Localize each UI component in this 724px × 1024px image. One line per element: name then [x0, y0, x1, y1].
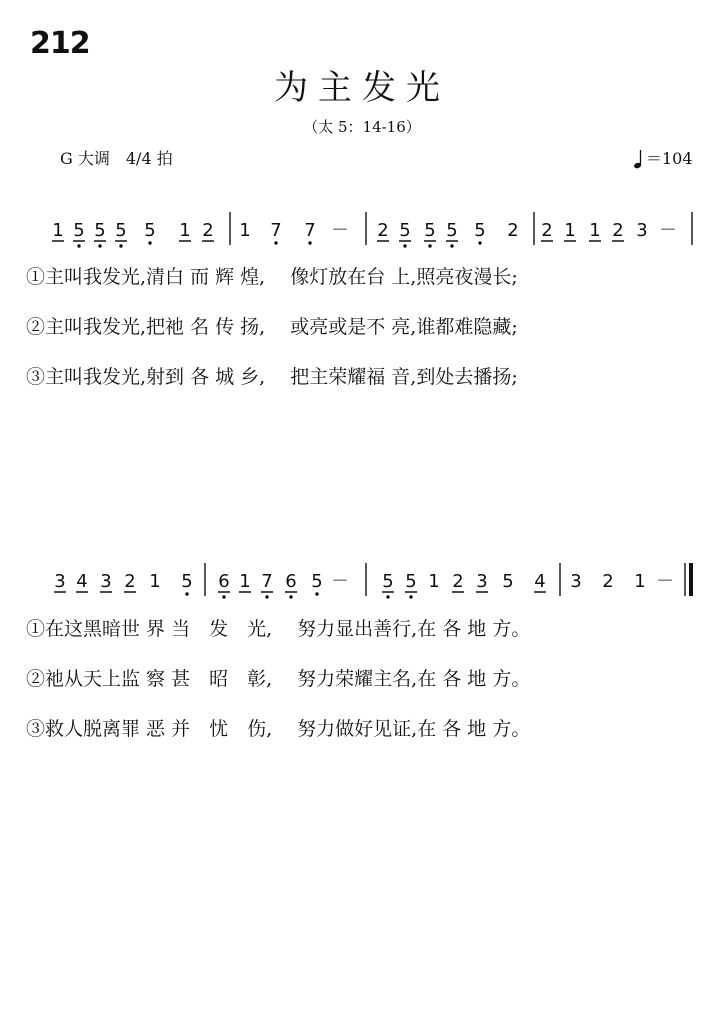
- low-octave-dot: [119, 244, 122, 247]
- note: 5: [311, 571, 323, 592]
- lyric-line: ①在这黑暗世 界 当 发 光, 努力显出善行,在 各 地 方。: [26, 618, 531, 640]
- note: 7: [270, 220, 282, 241]
- note: 6: [285, 571, 297, 592]
- note: 2: [124, 571, 136, 592]
- note: 2: [452, 571, 464, 592]
- low-octave-dot: [289, 595, 292, 598]
- lyric-line: ③救人脱离罪 恶 并 忧 伤, 努力做好见证,在 各 地 方。: [26, 718, 531, 740]
- note: 2: [541, 220, 553, 241]
- note: 7: [304, 220, 316, 241]
- low-octave-dot: [409, 595, 412, 598]
- note: －: [659, 220, 677, 241]
- note: 2: [602, 571, 614, 592]
- scripture-reference: （太 5：14-16）: [303, 118, 421, 136]
- note: 3: [100, 571, 112, 592]
- tempo-value: ＝104: [646, 149, 693, 168]
- note: 5: [382, 571, 394, 592]
- note: 5: [424, 220, 436, 241]
- low-octave-dot: [98, 244, 101, 247]
- note: 2: [202, 220, 214, 241]
- note: 5: [474, 220, 486, 241]
- low-octave-dot: [315, 592, 318, 595]
- note: 2: [612, 220, 624, 241]
- note: 2: [507, 220, 519, 241]
- low-octave-dot: [222, 595, 225, 598]
- low-octave-dot: [478, 241, 481, 244]
- note: 3: [476, 571, 488, 592]
- note: 1: [589, 220, 601, 241]
- note: －: [331, 220, 349, 241]
- note: 6: [218, 571, 230, 592]
- note: 3: [570, 571, 582, 592]
- note: －: [656, 571, 674, 592]
- note: 5: [399, 220, 411, 241]
- note: 4: [76, 571, 88, 592]
- low-octave-dot: [386, 595, 389, 598]
- lyric-line: ②主叫我发光,把祂 名 传 扬, 或亮或是不 亮,谁都难隐藏;: [26, 316, 518, 338]
- note: 2: [377, 220, 389, 241]
- note: 1: [239, 571, 251, 592]
- note: 5: [115, 220, 127, 241]
- note: 4: [534, 571, 546, 592]
- low-octave-dot: [148, 241, 151, 244]
- note: 1: [149, 571, 161, 592]
- low-octave-dot: [450, 244, 453, 247]
- note: 1: [52, 220, 64, 241]
- note: 5: [405, 571, 417, 592]
- key-and-time-signature: G 大调 4/4 拍: [60, 149, 173, 168]
- low-octave-dot: [265, 595, 268, 598]
- lyric-line: ③主叫我发光,射到 各 城 乡, 把主荣耀福 音,到处去播扬;: [26, 366, 518, 388]
- note: 7: [261, 571, 273, 592]
- low-octave-dot: [185, 592, 188, 595]
- note: 5: [181, 571, 193, 592]
- note: 5: [502, 571, 514, 592]
- low-octave-dot: [77, 244, 80, 247]
- note: 5: [94, 220, 106, 241]
- note: 5: [73, 220, 85, 241]
- note: 3: [636, 220, 648, 241]
- lyric-line: ①主叫我发光,清白 而 辉 煌, 像灯放在台 上,照亮夜漫长;: [26, 266, 518, 288]
- hymn-number: 212: [30, 26, 90, 61]
- note: 1: [564, 220, 576, 241]
- low-octave-dot: [403, 244, 406, 247]
- low-octave-dot: [428, 244, 431, 247]
- note: 3: [54, 571, 66, 592]
- low-octave-dot: [308, 241, 311, 244]
- lyric-line: ②祂从天上监 察 甚 昭 彰, 努力荣耀主名,在 各 地 方。: [26, 668, 531, 690]
- note: 1: [634, 571, 646, 592]
- low-octave-dot: [274, 241, 277, 244]
- note: 1: [239, 220, 251, 241]
- note: 5: [144, 220, 156, 241]
- song-title: 为主发光: [274, 68, 450, 108]
- note: －: [331, 571, 349, 592]
- note: 5: [446, 220, 458, 241]
- note: 1: [179, 220, 191, 241]
- note: 1: [428, 571, 440, 592]
